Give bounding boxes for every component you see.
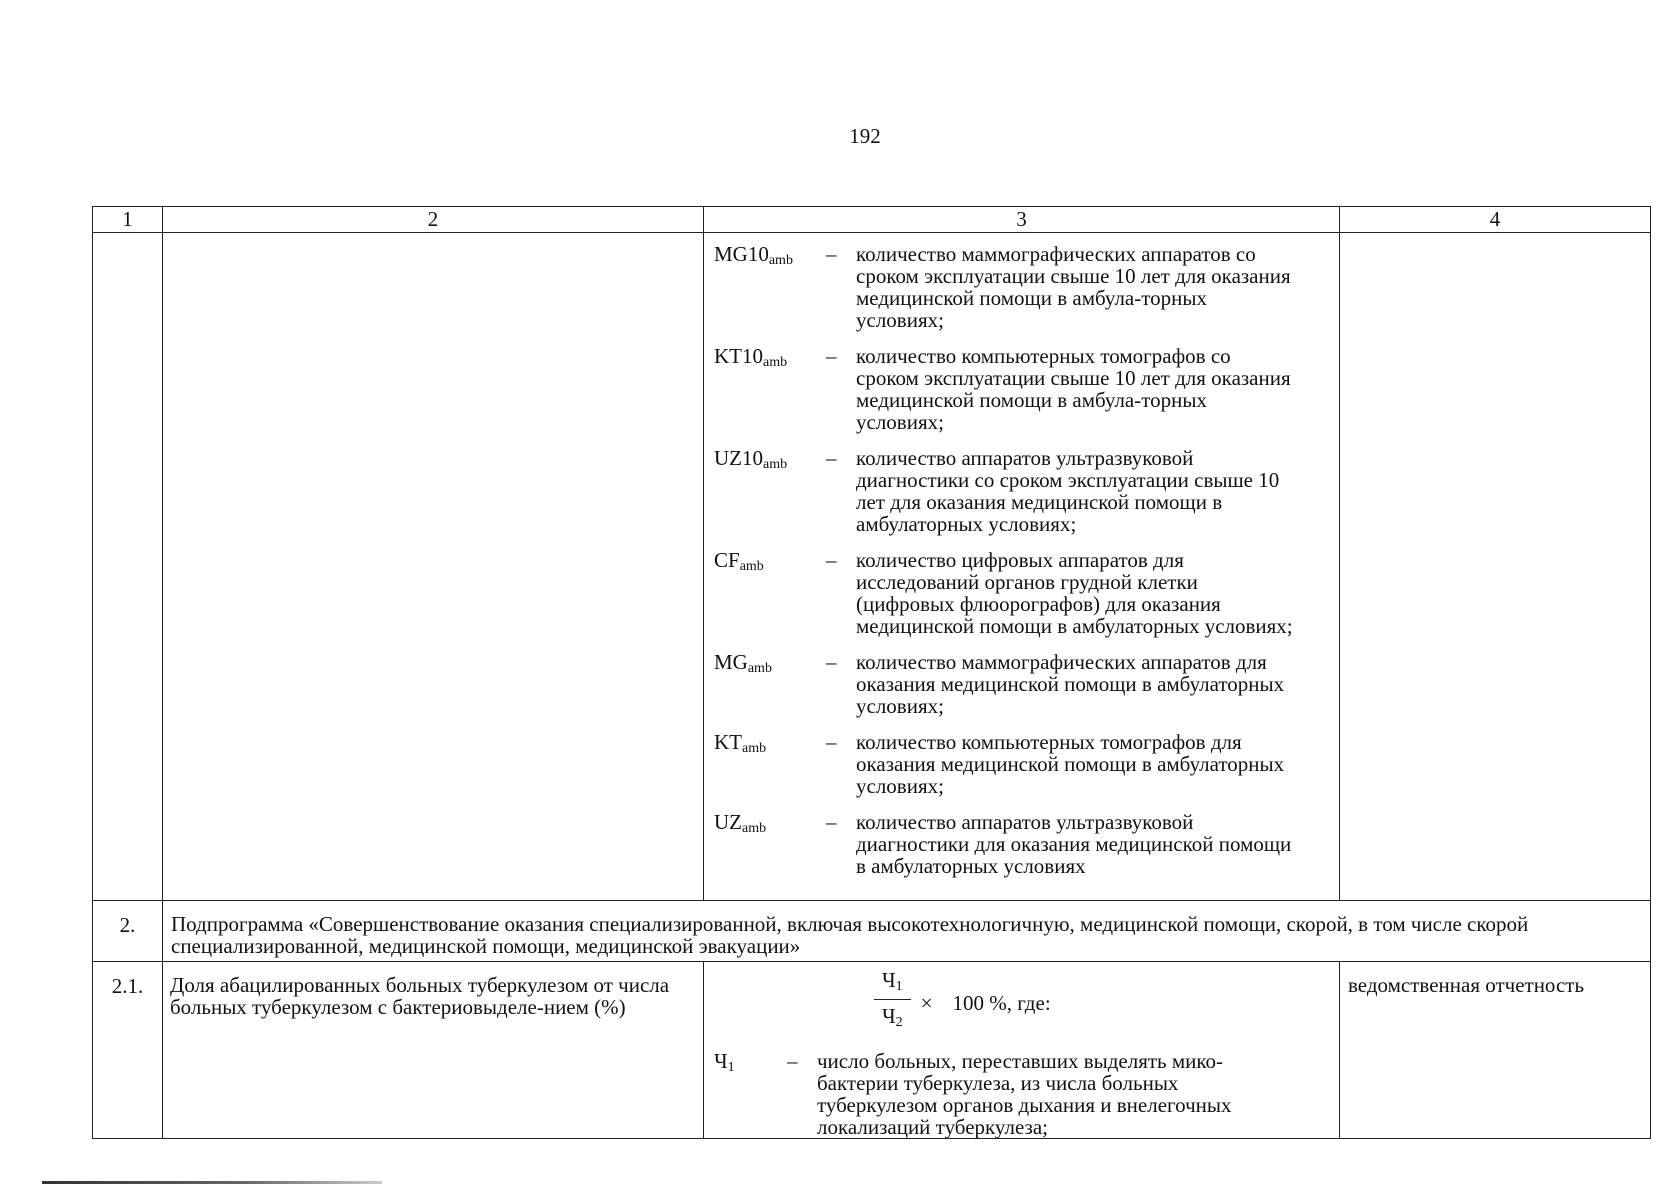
term-row — [714, 447, 1339, 535]
term-symbol: $UZ10_{amb}$ — [714, 446, 788, 472]
table-row-section-2 — [93, 901, 1651, 962]
term-dash: – — [826, 446, 837, 470]
term-symbol: $MG10_{amb}$ — [714, 242, 793, 268]
term-list — [704, 233, 1339, 877]
cell-empty-num — [93, 233, 163, 901]
fraction-denominator: $Ч_2$ — [882, 1003, 903, 1030]
cell-empty-name — [163, 233, 704, 901]
term-row — [714, 243, 1339, 331]
data-source: ведомственная отчетность — [1340, 962, 1651, 1139]
term-symbol: $MG_{amb}$ — [714, 650, 772, 676]
term-description: количество маммографических аппаратов для оказания медицинской помощи в амбулаторных условиях; — [856, 650, 1285, 718]
term-dash: – — [826, 242, 837, 266]
term-description: количество аппаратов ультразвуковой диагностики для оказания медицинской помощи в амбулаторных условиях — [856, 810, 1292, 878]
row-number: 2.1. — [93, 962, 163, 1139]
term-dash: – — [826, 650, 837, 674]
table-row-2-1 — [93, 962, 1651, 1139]
term-symbol: $CF_{amb}$ — [714, 548, 764, 574]
term-symbol: $KT_{amb}$ — [714, 730, 767, 756]
term-symbol: $Ч_1$ — [714, 1049, 735, 1075]
section-title: Подпрограмма «Совершенствование оказания специализированной, включая высокотехнологичную, медицинской помощи, скорой, в том числе скорой специализированной, медицинской помощи, медицинской эвакуации» — [163, 901, 1651, 962]
indicator-table — [92, 206, 1651, 1139]
term-description: количество аппаратов ультразвуковой диагностики со сроком эксплуатации свыше 10 лет для оказания медицинской помощи в амбулаторных условиях; — [856, 446, 1280, 536]
term-description: количество компьютерных томографов со сроком эксплуатации свыше 10 лет для оказания медицинской помощи в амбула-торных условиях; — [856, 344, 1291, 434]
header-col-4: 4 — [1340, 207, 1651, 233]
header-col-2: 2 — [163, 207, 704, 233]
section-number: 2. — [93, 901, 163, 962]
term-row — [714, 651, 1339, 717]
term-row — [714, 549, 1339, 637]
multiply-sign: × — [920, 991, 933, 1015]
formula-tail: 100 %, где: — [952, 991, 1051, 1015]
term-dash: – — [787, 1049, 798, 1073]
footer-rule — [42, 1181, 382, 1184]
page-number: 192 — [849, 124, 881, 148]
formula — [874, 967, 1339, 1034]
header-col-3: 3 — [704, 207, 1340, 233]
term-dash: – — [826, 810, 837, 834]
cell-formula — [704, 962, 1340, 1139]
term-description: число больных, переставших выделять мико-бактерии туберкулеза, из числа больных туберкулезом органов дыхания и внелегочных локализаций туберкулеза; — [817, 1049, 1232, 1139]
term-description: количество компьютерных томографов для оказания медицинской помощи в амбулаторных условиях; — [856, 730, 1285, 798]
term-symbol: $KT10_{amb}$ — [714, 344, 788, 370]
term-ch1 — [704, 1050, 1339, 1138]
term-description: количество маммографических аппаратов со сроком эксплуатации свыше 10 лет для оказания медицинской помощи в амбула-торных условиях; — [856, 242, 1291, 332]
table-header-row — [93, 207, 1651, 233]
fraction-numerator: $Ч_1$ — [874, 968, 911, 1000]
cell-term-definitions — [704, 233, 1340, 901]
term-row — [714, 345, 1339, 433]
term-row — [714, 731, 1339, 797]
fraction — [874, 968, 911, 1039]
term-symbol: $UZ_{amb}$ — [714, 810, 767, 836]
term-row — [714, 811, 1339, 877]
term-dash: – — [826, 730, 837, 754]
term-dash: – — [826, 344, 837, 368]
table-row-continuation — [93, 233, 1651, 901]
cell-empty-source — [1340, 233, 1651, 901]
term-description: количество цифровых аппаратов для исследований органов грудной клетки (цифровых флюорографов) для оказания медицинской помощи в амбулаторных условиях; — [856, 548, 1293, 638]
indicator-name: Доля абацилированных больных туберкулезом от числа больных туберкулезом с бактериовыделе-нием (%) — [163, 962, 704, 1139]
header-col-1: 1 — [93, 207, 163, 233]
term-dash: – — [826, 548, 837, 572]
